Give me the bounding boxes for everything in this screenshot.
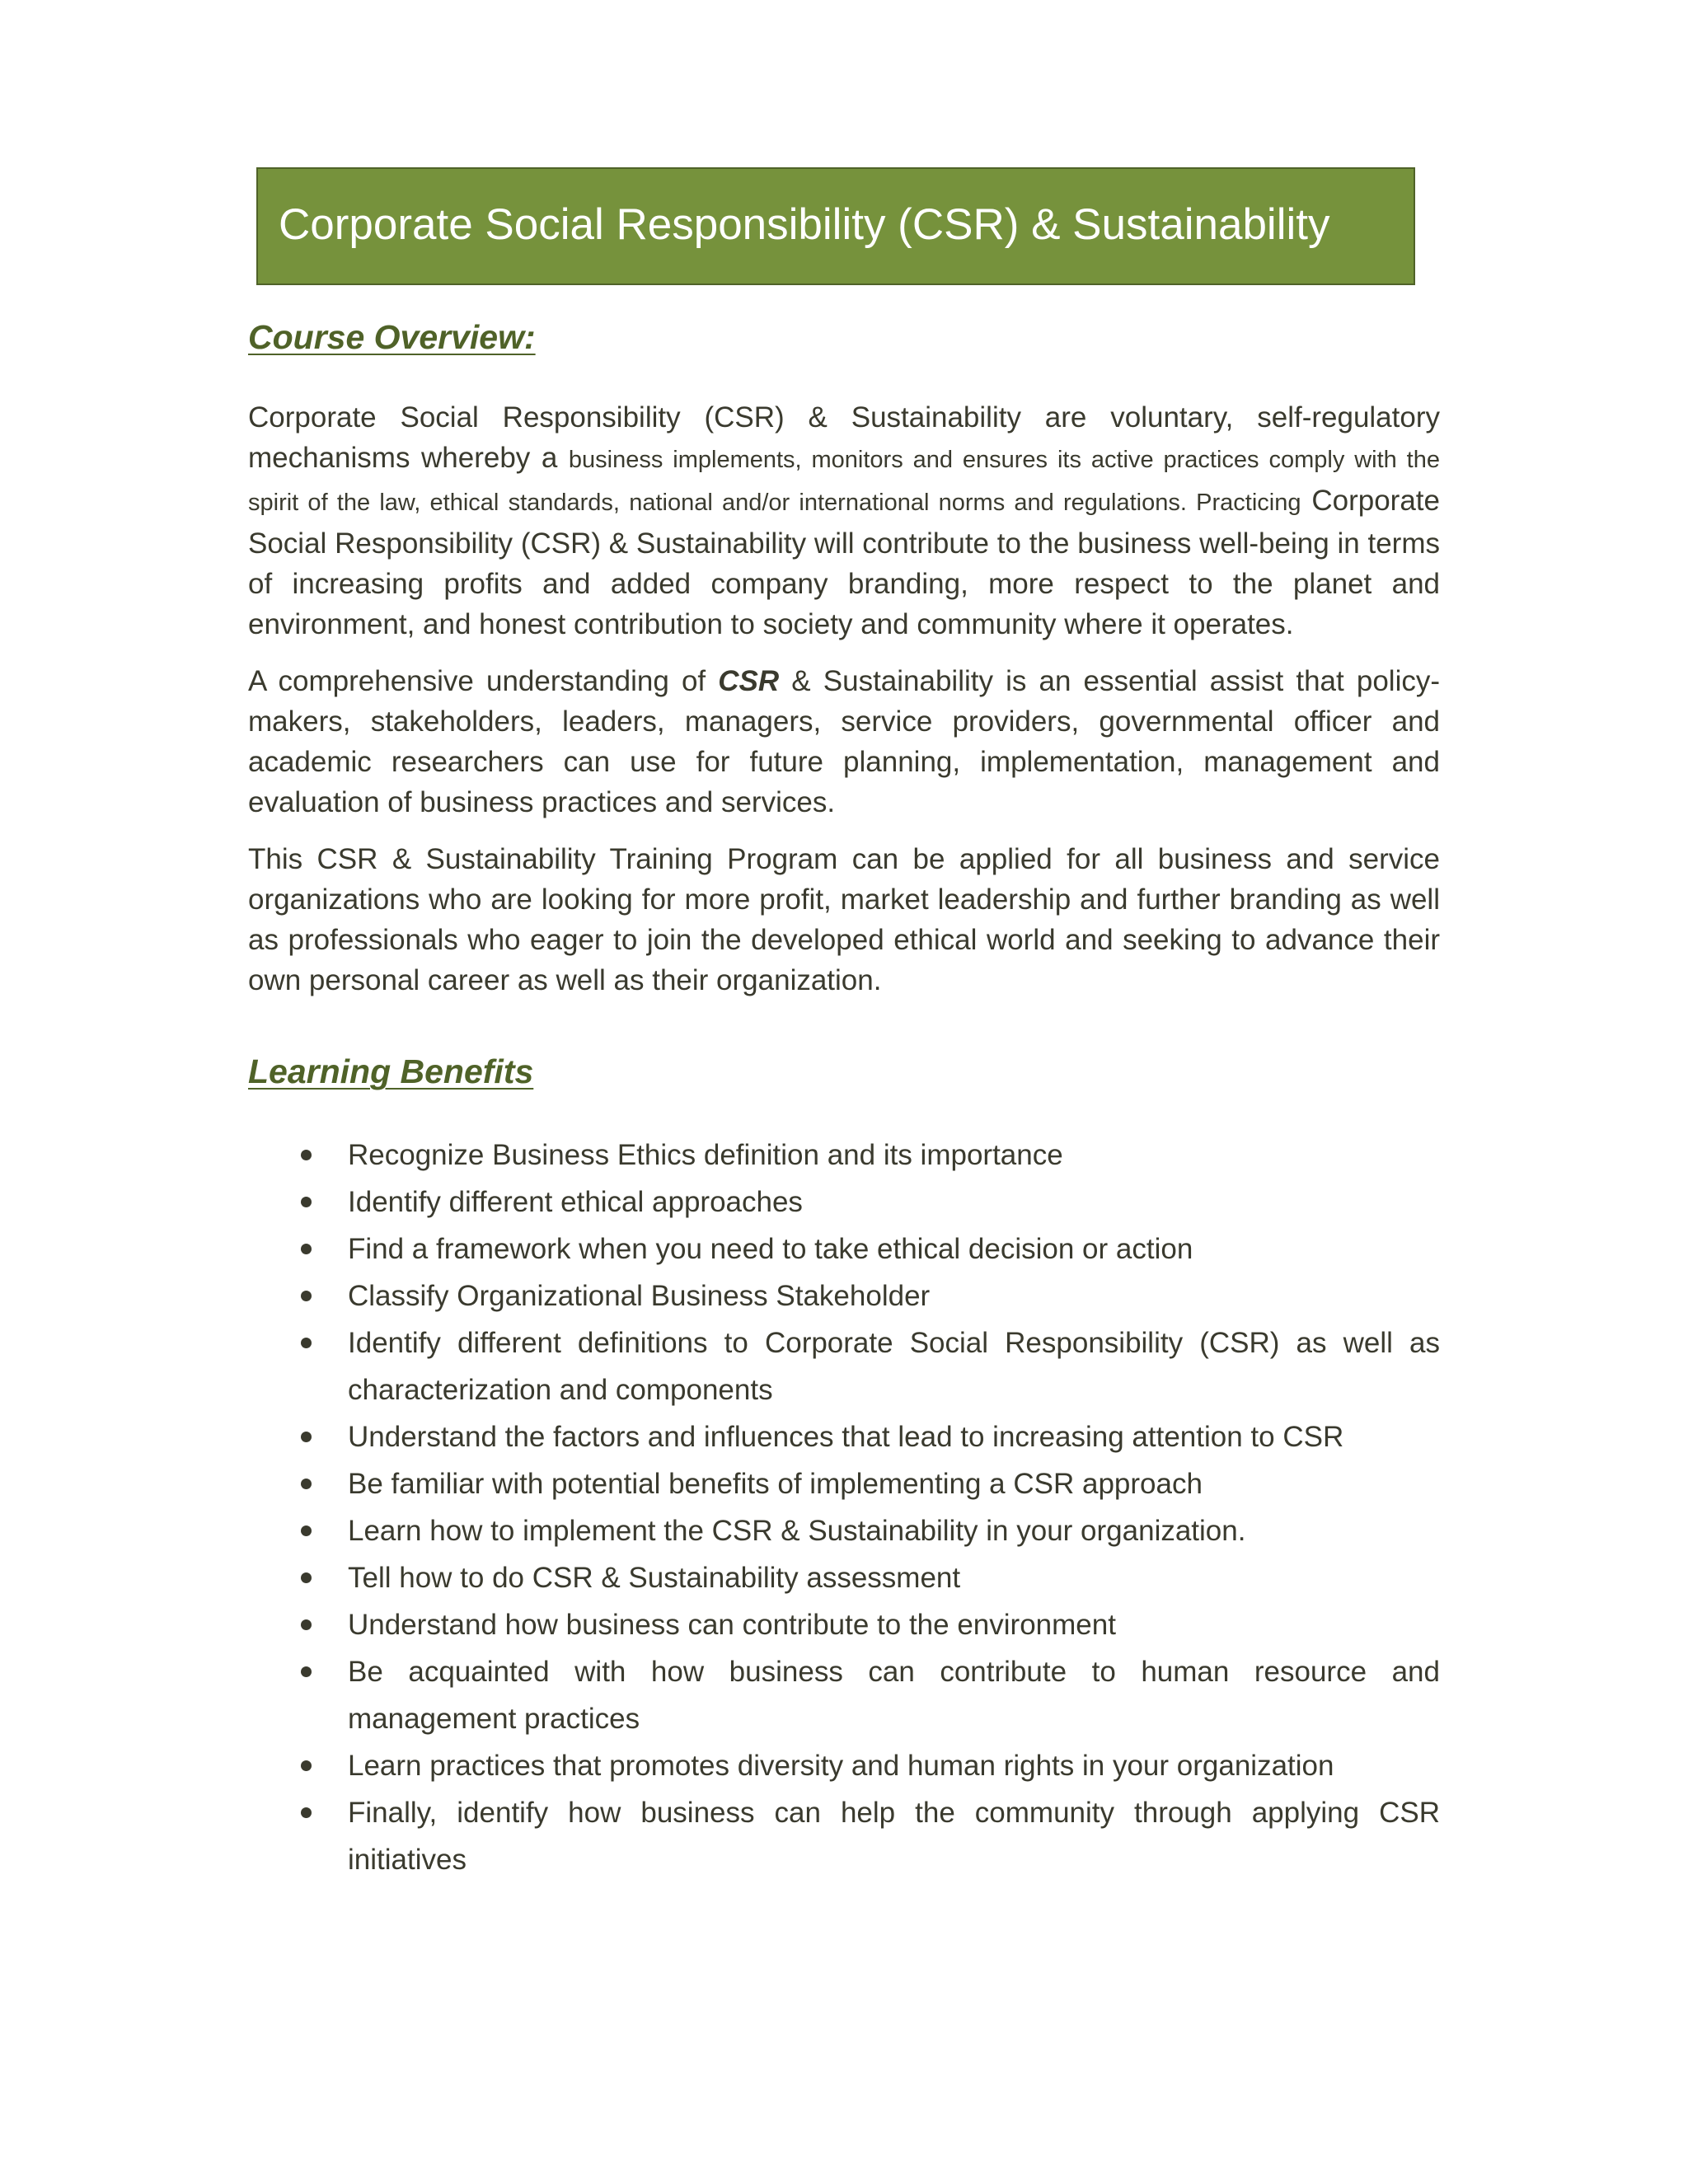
list-item [248,1272,1440,1319]
list-item [248,1179,1440,1226]
list-item [248,1226,1440,1272]
bullet-icon [301,1526,312,1536]
list-item-text: Identify different ethical approaches [348,1186,803,1218]
overview-p1-part-c: Corporate Social Responsibility (CSR) & Sustainability will contribute to the business well-being in terms of increasing profits and added company branding, more respect to the planet and environment, and honest contribution to society and community where it operates. [248,485,1440,640]
list-item-text: Understand the factors and influences that lead to increasing attention to CSR [348,1421,1344,1453]
list-item [248,1507,1440,1554]
list-item [248,1413,1440,1460]
list-item-text: Classify Organizational Business Stakeholder [348,1280,931,1312]
course-overview-body [248,397,1440,1017]
list-item-text: Find a framework when you need to take ethical decision or action [348,1233,1193,1265]
title-banner [256,167,1415,285]
bullet-icon [301,1572,312,1583]
bullet-icon [301,1291,312,1301]
overview-p2-part-a: A comprehensive understanding of [248,665,706,697]
list-item [248,1789,1440,1883]
list-item [248,1554,1440,1601]
bullet-icon [301,1244,312,1254]
bullet-icon [301,1619,312,1630]
overview-p2-csr-emphasis: CSR [718,665,780,697]
learning-benefits-heading: Learning Benefits [248,1052,534,1090]
list-item-text: Tell how to do CSR & Sustainability assessment [348,1562,961,1594]
learning-benefits-list [248,1132,1440,1883]
list-item [248,1319,1440,1413]
list-item-text: Be acquainted with how business can contribute to human resource and management practices [348,1656,1440,1735]
bullet-icon [301,1150,312,1160]
bullet-icon [301,1479,312,1489]
overview-paragraph-3: This CSR & Sustainability Training Program can be applied for all business and service organizations who are looking for more profit, market leadership and further branding as well as professionals who eager to join the developed ethical world and seeking to advance their own personal career as well as their organization. [248,843,1440,996]
list-item-text: Identify different definitions to Corporate Social Responsibility (CSR) as well as characterization and components [348,1327,1440,1406]
bullet-icon [301,1432,312,1442]
bullet-icon [301,1338,312,1348]
overview-paragraph-1 [248,397,1440,644]
overview-paragraph-2 [248,661,1440,823]
bullet-icon [301,1197,312,1207]
bullet-icon [301,1666,312,1677]
list-item [248,1460,1440,1507]
overview-p1-part-a: Corporate Social Responsibility (CSR) & Sustainability are voluntary, self-regulatory mechanisms whereby a [248,401,1440,474]
list-item-text: Learn how to implement the CSR & Sustainability in your organization. [348,1515,1246,1547]
list-item-text: Understand how business can contribute to the environment [348,1609,1116,1641]
list-item-text: Finally, identify how business can help the community through applying CSR initiatives [348,1797,1440,1876]
list-item [248,1132,1440,1179]
list-item-text: Recognize Business Ethics definition and its importance [348,1139,1063,1171]
course-overview-heading: Course Overview: [248,318,536,356]
bullet-icon [301,1760,312,1771]
page-title: Corporate Social Responsibility (CSR) & Sustainability [279,200,1330,249]
list-item [248,1601,1440,1648]
overview-p1-part-b: business implements, monitors and ensures its active practices comply with the spirit of the law, ethical standards, national and/or international norms and regulations. Practicing [248,447,1441,516]
list-item-text: Be familiar with potential benefits of implementing a CSR approach [348,1468,1203,1500]
overview-p2-part-c: & Sustainability is an essential assist that policy-makers, stakeholders, leaders, managers, service providers, governmental officer and academic researchers can use for future planning, implementation, management and evaluation of business practices and services. [248,665,1440,818]
list-item [248,1648,1440,1742]
bullet-icon [301,1807,312,1818]
list-item-text: Learn practices that promotes diversity and human rights in your organization [348,1750,1334,1782]
list-item [248,1742,1440,1789]
